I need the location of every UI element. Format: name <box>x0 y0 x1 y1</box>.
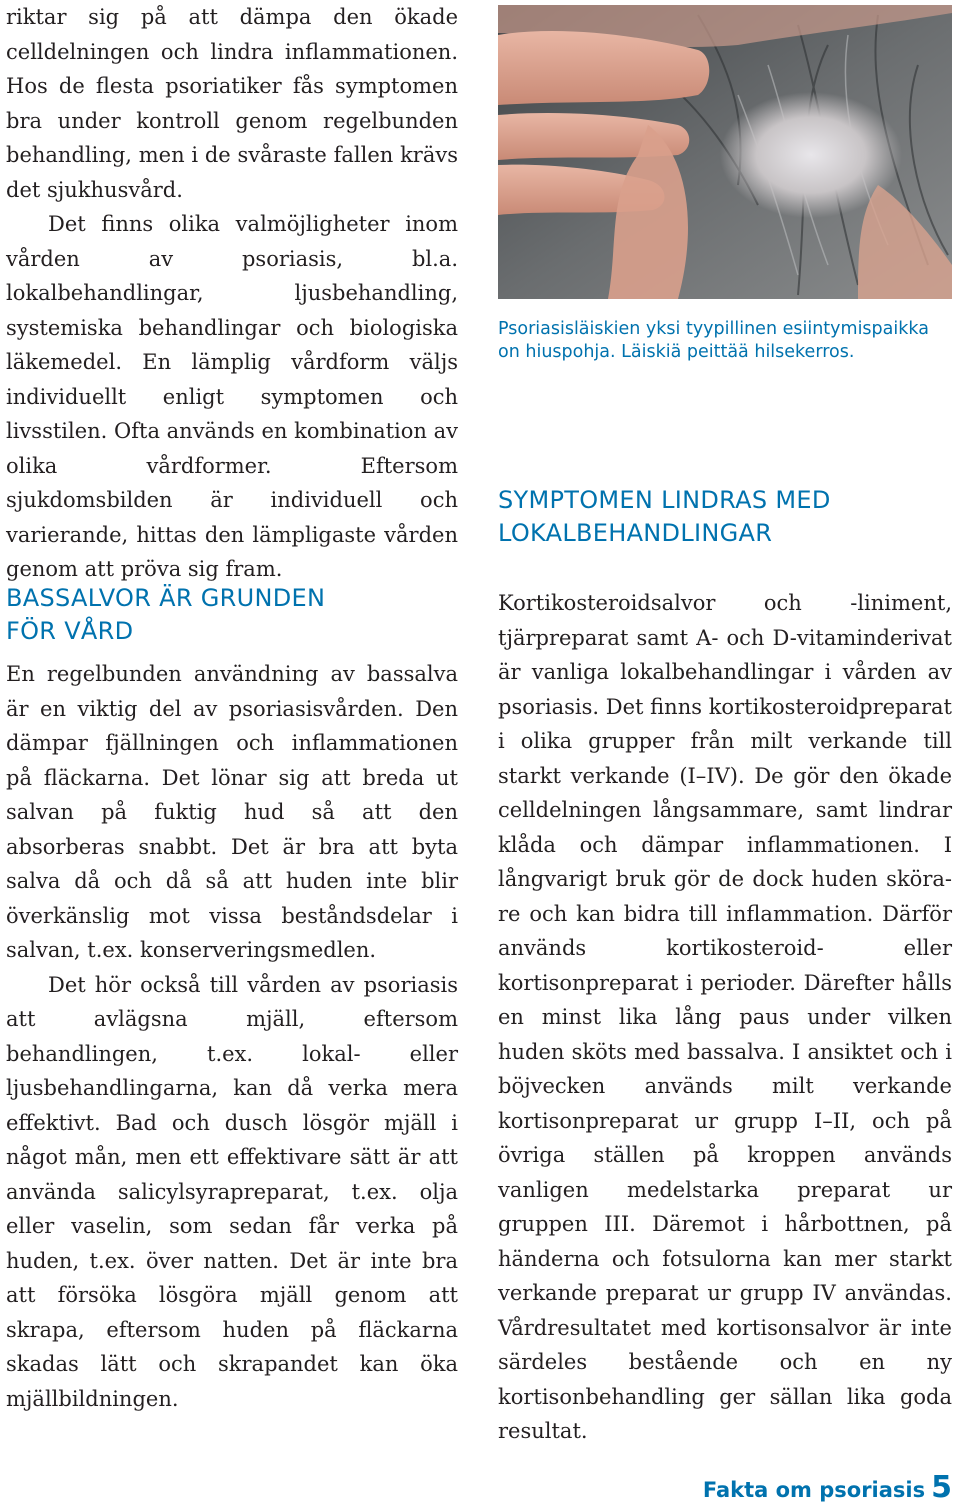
intro-paragraph-1: riktar sig på att dämpa den ökade celldelningen och lindra inflammationen. Hos de flesta psoriatiker fås symptomen bra under kontroll genom regelbunden behandling, men i de svåraste fallen krävs det sjukhusvård. <box>6 5 458 202</box>
bassalvor-heading-line-1: BASSALVOR ÄR GRUNDEN <box>6 584 326 612</box>
symptomen-paragraph-1: Kortikosteroidsalvor och -liniment, tjärpreparat samt A- och D-vitaminderivat är vanliga lokalbehandlingar i vården av psoriasis. Det finns kortikosteroidpreparat i olika grupper från milt verkande till starkt verkande (I–IV). De gör den ökade celldelningen långsammare, samt lindrar klåda och dämpar inflammationen. I långvarigt bruk gör de dock huden skörare och kan bidra till inflammation. Därför används kortikosteroid- eller kortisonpreparat i perioder. Därefter hålls en minst lika lång paus under vilken huden sköts med bassalva. I ansiktet och i böjvecken används milt verkande kortisonpreparat ur grupp I–II, och på övriga ställen på kroppen används vanligen medelstarka preparat ur gruppen III. Däremot i hårbottnen, på händerna och fotsulorna kan mer starkt verkande preparat ur grupp IV användas. Vårdresultatet med kortisonsalvor är inte särdeles bestående och en ny kortisonbehandling ger sällan lika goda resultat. <box>498 591 952 1443</box>
page-footer <box>703 1470 952 1505</box>
symptomen-body <box>498 586 952 1449</box>
page-number: 5 <box>931 1470 952 1505</box>
left-column <box>6 0 458 587</box>
footer-title: Fakta om psoriasis <box>702 1478 926 1502</box>
symptomen-heading <box>498 484 952 550</box>
scalp-photo <box>498 5 952 299</box>
intro-paragraph-2: Det finns olika valmöjligheter inom vården av psoriasis, bl.a. lokalbehandlingar, ljusbehandling, systemiska behandlingar och biologiska läkemedel. En lämplig vårdform väljs individuellt enligt symptomen och livsstilen. Ofta används en kombination av olika vårdformer. Eftersom sjukdomsbilden är individuell och varierande, hittas den lämpligaste vården genom att pröva sig fram. <box>6 212 458 581</box>
photo-caption: Psoriasisläiskien yksi tyypillinen esiintymispaikka on hiuspohja. Läiskiä peittää hilsekerros. <box>498 319 929 362</box>
symptomen-heading-line-2: LOKALBEHANDLINGAR <box>498 519 773 547</box>
bassalvor-heading <box>6 582 458 648</box>
bassalvor-body <box>6 657 458 1416</box>
bassalvor-paragraph-1: En regelbunden användning av bassalva är en viktig del av psoriasisvården. Den dämpar fjällningen och inflammationen på fläckarna. Det lönar sig att breda ut salvan på fuktig hud så att den absorberas snabbt. Det är bra att byta salva då och då så att huden inte blir överkänslig mot vissa beståndsdelar i salvan, t.ex. konserveringsmedlen. <box>6 662 458 962</box>
bassalvor-paragraph-2: Det hör också till vården av psoriasis att avlägsna mjäll, eftersom behandlingen, t.ex. lokal- eller ljusbehandlingarna, kan då verka mera effektivt. Bad och dusch lösgör mjäll i något mån, men ett effektivare sätt är att använda salicylsyrapreparat, t.ex. olja eller vaselin, som sedan får verka på huden, t.ex. över natten. Det är inte bra att försöka lösgöra mjäll genom att skrapa, eftersom huden på fläckarna skadas lätt och skrapandet kan öka mjällbildningen. <box>6 972 458 1411</box>
symptomen-heading-line-1: SYMPTOMEN LINDRAS MED <box>498 486 831 514</box>
scalp-photo-image <box>498 5 952 299</box>
bassalvor-heading-line-2: FÖR VÅRD <box>6 617 134 645</box>
